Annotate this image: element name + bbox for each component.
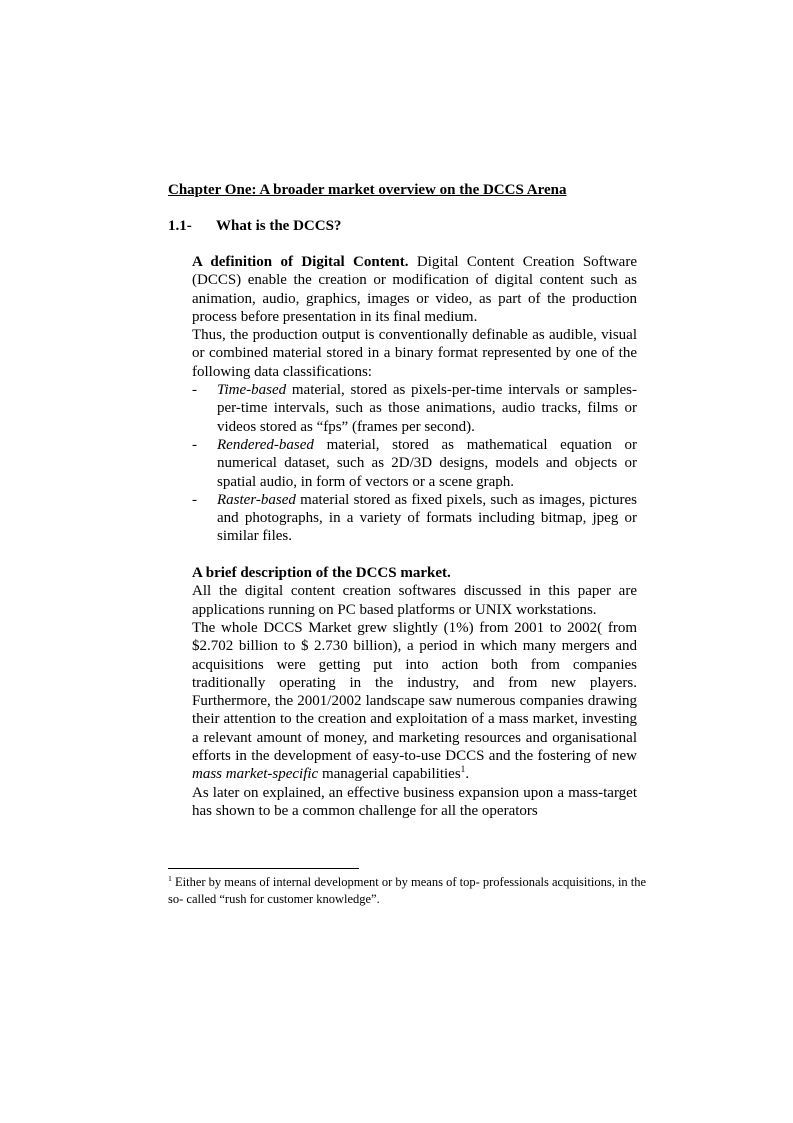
section-number: 1.1-	[168, 218, 192, 234]
market-p2-text: The whole DCCS Market grew slightly (1%) from 2001 to 2002( from $2.702 billion to $ 2.730 billion), a period in which many mergers and acquisitions were getting put into action both from companies traditionally operating in the industry, and from new players. Furthermore, the 2001/2002 landscape saw numerous companies drawing their attention to the creation and exploitation of a mass market, investing a relevant amount of money, and marketing resources and organisational efforts in the development of easy-to-use DCCS and the fostering of new	[192, 619, 637, 765]
footnote-reference: 1	[460, 765, 466, 776]
bullet-text: material, stored as pixels-per-time intervals or samples-per-time intervals, such as those animations, audio tracks, films or videos stored as “fps” (frames per second).	[217, 382, 637, 435]
market-heading	[192, 564, 637, 582]
bullet-text: material, stored as mathematical equation or numerical dataset, such as 2D/3D designs, models and objects or spatial audio, in form of vectors or a scene graph.	[217, 436, 637, 490]
list-item	[192, 436, 637, 491]
classification-intro: Thus, the production output is conventionally definable as audible, visual or combined material stored in a binary format represented by one of the following data classifications:	[192, 327, 637, 380]
bullet-dash: -	[192, 436, 197, 453]
definition-paragraph	[192, 253, 637, 326]
market-paragraph-3: As later on explained, an effective business expansion upon a mass-target has shown to be a common challenge for all the operators	[192, 784, 637, 819]
definition-heading: A definition of Digital Content.	[192, 254, 409, 270]
section-title: What is the DCCS?	[216, 218, 342, 234]
paragraph-spacer	[192, 546, 637, 564]
classification-list	[192, 381, 637, 546]
bullet-dash: -	[192, 491, 197, 508]
footnote	[168, 874, 658, 908]
list-item	[192, 491, 637, 546]
list-item	[192, 381, 637, 436]
chapter-title: Chapter One: A broader market overview on the DCCS Arena	[168, 182, 567, 198]
bullet-term: Raster-based	[217, 491, 296, 508]
bullet-term: Rendered-based	[217, 436, 314, 453]
bullet-term: Time-based	[217, 382, 287, 399]
body-text	[192, 253, 637, 820]
bullet-text: material stored as fixed pixels, such as images, pictures and photographs, in a variety of formats including bitmap, jpeg or similar files.	[217, 491, 637, 545]
footnote-text: Either by means of internal development or by means of top- professionals acquisitions, in the so- called “rush for customer knowledge”.	[168, 875, 647, 906]
market-p2-period: .	[465, 766, 470, 783]
market-p2-emphasis: mass market-specific	[192, 766, 319, 783]
footnote-marker: 1	[168, 873, 172, 883]
market-p2-text-end: managerial capabilities	[318, 766, 461, 783]
market-paragraph-2	[192, 619, 637, 784]
definition-text: Digital Content Creation Software (DCCS) enable the creation or modification of digital content such as animation, audio, graphics, images or video, as part of the production process before presentation in its final medium.	[192, 254, 637, 325]
market-heading-text: A brief description of the DCCS market.	[192, 565, 451, 582]
footnote-divider	[168, 868, 359, 869]
section-heading	[168, 217, 341, 236]
market-paragraph-1: All the digital content creation softwares discussed in this paper are applications running on PC based platforms or UNIX workstations.	[192, 583, 637, 618]
bullet-dash: -	[192, 382, 197, 399]
